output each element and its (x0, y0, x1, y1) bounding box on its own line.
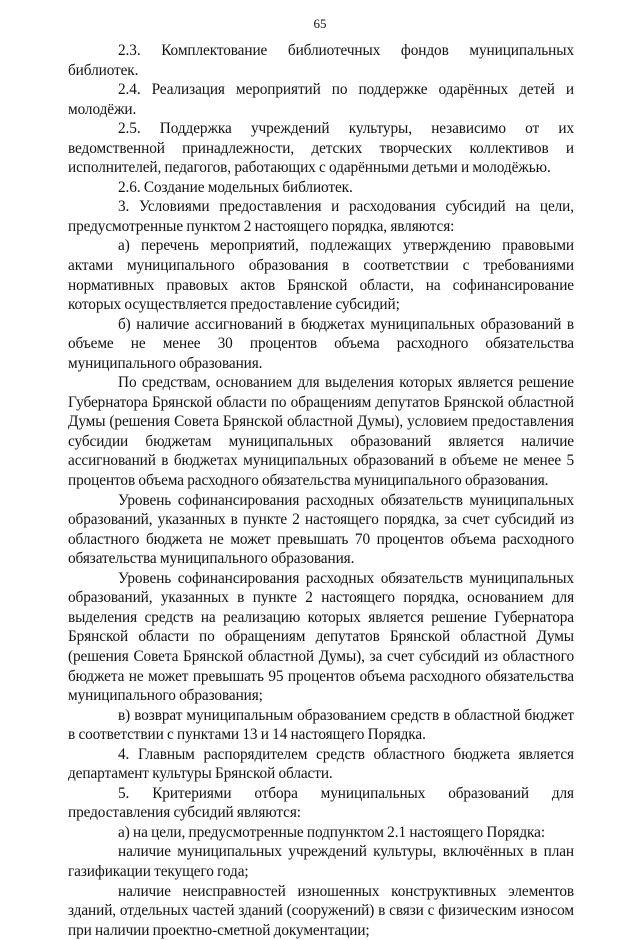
paragraph-cofinancing-70: Уровень софинансирования расходных обязательств муниципальных образований, указанных в пункте 2 настоящего порядка, за счет субсидий из областного бюджета не может превышать 70 процентов объема расходного обязательства муниципального образования. (68, 491, 574, 568)
paragraph-5: 5. Критериями отбора муниципальных образований для предоставления субсидий являются: (68, 784, 574, 822)
paragraph-governor-funds: По средствам, основанием для выделения которых является решение Губернатора Брянской области по обращениям депутатов Брянской областной Думы (решения Совета Брянской областной Думы), условием предоставления субсидии бюджетам муниципальных образований является наличие ассигнований в бюджетах муниципальных образований в объеме не менее 5 процентов объема расходного обязательства муниципального образования. (68, 374, 574, 490)
paragraph-2-4: 2.4. Реализация мероприятий по поддержке одарённых детей и молодёжи. (68, 81, 574, 118)
paragraph-cofinancing-95: Уровень софинансирования расходных обязательств муниципальных образований, указанных в пункте 2 настоящего порядка, основанием для выделения средств на реализацию которых является решение Губернатора Брянской области по обращениям депутатов Брянской областной Думы (решения Совета Брянской областной Думы), за счет субсидий из областного бюджета не может превышать 95 процентов объема расходного обязательства муниципального образования; (68, 569, 574, 705)
paragraph-5-a: а) на цели, предусмотренные подпунктом 2.1 настоящего Порядка: (118, 823, 545, 841)
paragraph-2-3: 2.3. Комплектование библиотечных фондов муниципальных библиотек. (68, 42, 574, 79)
paragraph-structural-wear: наличие неисправностей изношенных конструктивных элементов зданий, отдельных частей зданий (сооружений) в связи с физическим износом при наличии проектно-сметной документации; (68, 882, 574, 939)
paragraph-gasification: наличие муниципальных учреждений культуры, включённых в план газификации текущего года; (68, 843, 574, 880)
paragraph-3-b: б) наличие ассигнований в бюджетах муниципальных образований в объеме не менее 30 процентов объема расходного обязательства муниципального образования. (68, 315, 574, 372)
paragraph-2-5: 2.5. Поддержка учреждений культуры, независимо от их ведомственной принадлежности, детских творческих коллективов и исполнителей, педагогов, работающих с одарёнными детьми и молодёжью. (68, 120, 574, 177)
page-number: 65 (313, 16, 327, 31)
document-body (68, 41, 574, 940)
paragraph-3-a: а) перечень мероприятий, подлежащих утверждению правовыми актами муниципального образования в соответствии с требованиями нормативных правовых актов Брянской области, на софинансирование которых осуществляется предоставление субсидий; (68, 237, 574, 314)
paragraph-2-6: 2.6. Создание модельных библиотек. (118, 178, 353, 196)
paragraph-4: 4. Главным распорядителем средств областного бюджета является департамент культуры Брянской области. (68, 745, 574, 783)
paragraph-3-v: в) возврат муниципальным образованием средств в областной бюджет в соответствии с пунктами 13 и 14 настоящего Порядка. (68, 706, 574, 744)
paragraph-3: 3. Условиями предоставления и расходования субсидий на цели, предусмотренные пунктом 2 настоящего порядка, являются: (68, 198, 574, 235)
